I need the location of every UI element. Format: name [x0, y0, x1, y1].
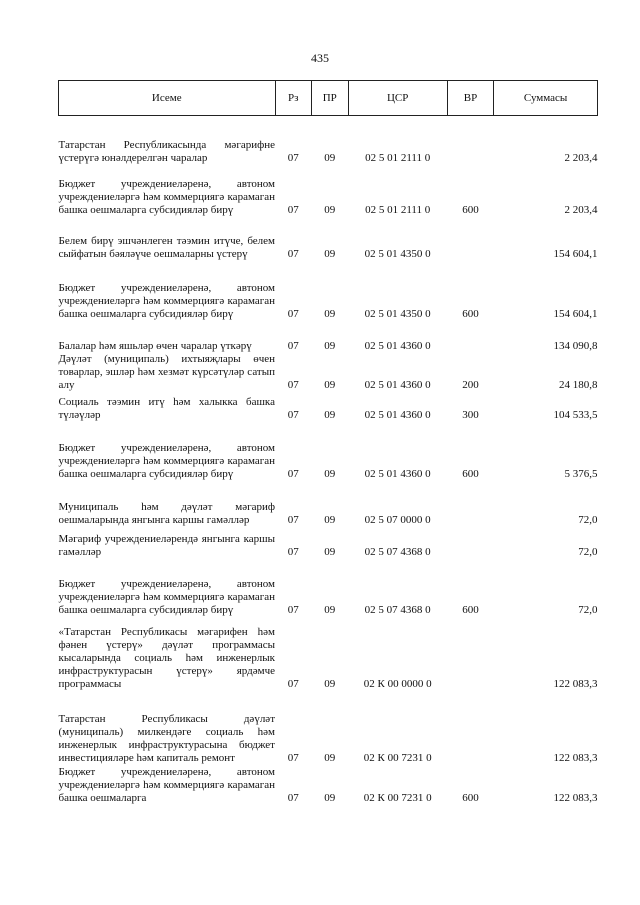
row-name: Бюджет учреждениеләренә, автоном учреждениеләргә һәм коммерциягә карамаган башка оешмаларга субсидияләр бирү	[58, 577, 275, 616]
row-name: Бюджет учреждениеләренә, автоном учреждениеләргә һәм коммерциягә карамаган башка оешмаларга субсидияләр бирү	[58, 441, 275, 480]
row-csr: 02 К 00 7231 0	[363, 791, 432, 804]
row-sum: 104 533,5	[553, 408, 598, 421]
row-sum: 134 090,8	[553, 339, 598, 352]
row-sum: 2 203,4	[564, 151, 598, 164]
row-csr: 02 5 01 4360 0	[364, 378, 431, 391]
row-name: Социаль тәэмин итү һәм халыкка башка түләүләр	[58, 395, 275, 421]
row-csr: 02 5 07 4368 0	[364, 603, 431, 616]
column-header-sum: Суммасы	[494, 81, 598, 116]
header-row	[59, 81, 598, 116]
table-row	[59, 691, 598, 765]
row-name: Бюджет учреждениеләренә, автоном учреждениеләргә һәм коммерциягә карамаган башка оешмаларга	[58, 765, 275, 804]
row-rz: 07	[287, 677, 299, 690]
table-row	[59, 559, 598, 617]
row-vr	[447, 321, 493, 353]
row-vr	[447, 617, 493, 691]
row-vr: 600	[462, 791, 479, 804]
row-name: Татарстан Республикасы дәүләт (муниципаль) милкендәге социаль һәм инженерлык инфраструктурасына бюджет инвестицияләре һәм капиталь ремонт	[58, 712, 275, 764]
row-csr: 02 К 00 7231 0	[363, 751, 432, 764]
row-csr: 02 5 07 4368 0	[364, 545, 431, 558]
row-csr: 02 5 01 4350 0	[364, 247, 431, 260]
table-row	[59, 765, 598, 805]
row-sum: 2 203,4	[564, 203, 598, 216]
row-name: Бюджет учреждениеләренә, автоном учреждениеләргә һәм коммерциягә карамаган башка оешмаларга субсидияләр бирү	[58, 177, 275, 216]
row-sum: 122 083,3	[553, 677, 598, 690]
row-pr: 09	[324, 545, 336, 558]
row-vr: 200	[462, 378, 479, 391]
row-sum: 24 180,8	[559, 378, 598, 391]
row-pr: 09	[324, 203, 336, 216]
row-vr	[447, 217, 493, 261]
table-row	[59, 165, 598, 217]
budget-table	[58, 80, 598, 805]
table-row	[59, 527, 598, 559]
row-vr: 300	[462, 408, 479, 421]
row-sum: 122 083,3	[553, 751, 598, 764]
row-vr: 600	[462, 467, 479, 480]
row-sum: 72,0	[578, 603, 598, 616]
row-csr: 02 К 00 0000 0	[363, 677, 432, 690]
row-rz: 07	[287, 339, 299, 352]
row-vr	[447, 527, 493, 559]
row-name: Дәүләт (муниципаль) ихтыяҗлары өчен товарлар, эшләр һәм хезмәт күрсәтүләр сатып алу	[58, 352, 275, 391]
row-name: «Татарстан Республикасы мәгарифен һәм фәнен үстерү» дәүләт программасы кысаларында социаль һәм инженерлык инфраструктурасын үстерү» ярдәмче программасы	[58, 625, 275, 690]
row-name: Мәгариф учреждениеләрендә янгынга каршы гамәлләр	[58, 532, 275, 558]
row-rz: 07	[287, 408, 299, 421]
page-number: 435	[311, 51, 329, 65]
row-name: Муниципаль һәм дәүләт мәгариф оешмаларында янгынга каршы гамәлләр	[58, 500, 275, 526]
row-sum: 72,0	[578, 545, 598, 558]
row-vr: 600	[462, 603, 479, 616]
row-rz: 07	[287, 513, 299, 526]
column-header-csr: ЦСР	[348, 81, 447, 116]
column-header-pr: ПР	[311, 81, 348, 116]
row-rz: 07	[287, 791, 299, 804]
row-pr: 09	[324, 791, 336, 804]
table-header	[59, 81, 598, 116]
row-pr: 09	[324, 378, 336, 391]
table-row	[59, 392, 598, 422]
row-pr: 09	[324, 467, 336, 480]
row-rz: 07	[287, 545, 299, 558]
row-sum: 154 604,1	[553, 307, 598, 320]
row-csr: 02 5 01 4350 0	[364, 307, 431, 320]
row-pr: 09	[324, 751, 336, 764]
row-pr: 09	[324, 307, 336, 320]
table-body	[59, 116, 598, 805]
row-sum: 122 083,3	[553, 791, 598, 804]
row-pr: 09	[324, 408, 336, 421]
row-pr: 09	[324, 677, 336, 690]
table-row	[59, 617, 598, 691]
row-rz: 07	[287, 203, 299, 216]
row-sum: 5 376,5	[564, 467, 598, 480]
table-row	[59, 481, 598, 527]
row-name: Бюджет учреждениеләренә, автоном учреждениеләргә һәм коммерциягә карамаган башка оешмаларга субсидияләр бирү	[58, 281, 275, 320]
row-vr: 600	[462, 307, 479, 320]
row-pr: 09	[324, 339, 336, 352]
table-row	[59, 422, 598, 481]
row-rz: 07	[287, 307, 299, 320]
row-csr: 02 5 07 0000 0	[364, 513, 431, 526]
column-header-name: Исеме	[59, 81, 276, 116]
row-rz: 07	[287, 751, 299, 764]
row-rz: 07	[287, 151, 299, 164]
table-row	[59, 261, 598, 321]
column-header-rz: Рз	[275, 81, 311, 116]
row-sum: 154 604,1	[553, 247, 598, 260]
table-row	[59, 353, 598, 392]
table-row	[59, 116, 598, 165]
row-name: Балалар һәм яшьләр өчен чаралар үткәрү	[58, 339, 252, 352]
row-vr	[447, 116, 493, 165]
row-pr: 09	[324, 603, 336, 616]
row-csr: 02 5 01 4360 0	[364, 467, 431, 480]
row-pr: 09	[324, 247, 336, 260]
table-row	[59, 321, 598, 353]
row-name: Татарстан Республикасында мәгарифне үстерүгә юнәлдерелгән чаралар	[58, 138, 275, 164]
row-csr: 02 5 01 2111 0	[365, 151, 431, 164]
table-row	[59, 217, 598, 261]
row-rz: 07	[287, 467, 299, 480]
row-pr: 09	[324, 151, 336, 164]
row-pr: 09	[324, 513, 336, 526]
column-header-vr: ВР	[447, 81, 493, 116]
row-name: Белем бирү эшчәнлеген тәэмин итүче, белем сыйфатын бәяләүче оешмаларны үстерү	[58, 234, 275, 260]
row-rz: 07	[287, 247, 299, 260]
row-vr	[447, 481, 493, 527]
row-rz: 07	[287, 378, 299, 391]
row-rz: 07	[287, 603, 299, 616]
row-csr: 02 5 01 4360 0	[364, 408, 431, 421]
row-sum: 72,0	[578, 513, 598, 526]
row-csr: 02 5 01 4360 0	[364, 339, 431, 352]
row-vr	[447, 691, 493, 765]
row-csr: 02 5 01 2111 0	[365, 203, 431, 216]
row-vr: 600	[462, 203, 479, 216]
